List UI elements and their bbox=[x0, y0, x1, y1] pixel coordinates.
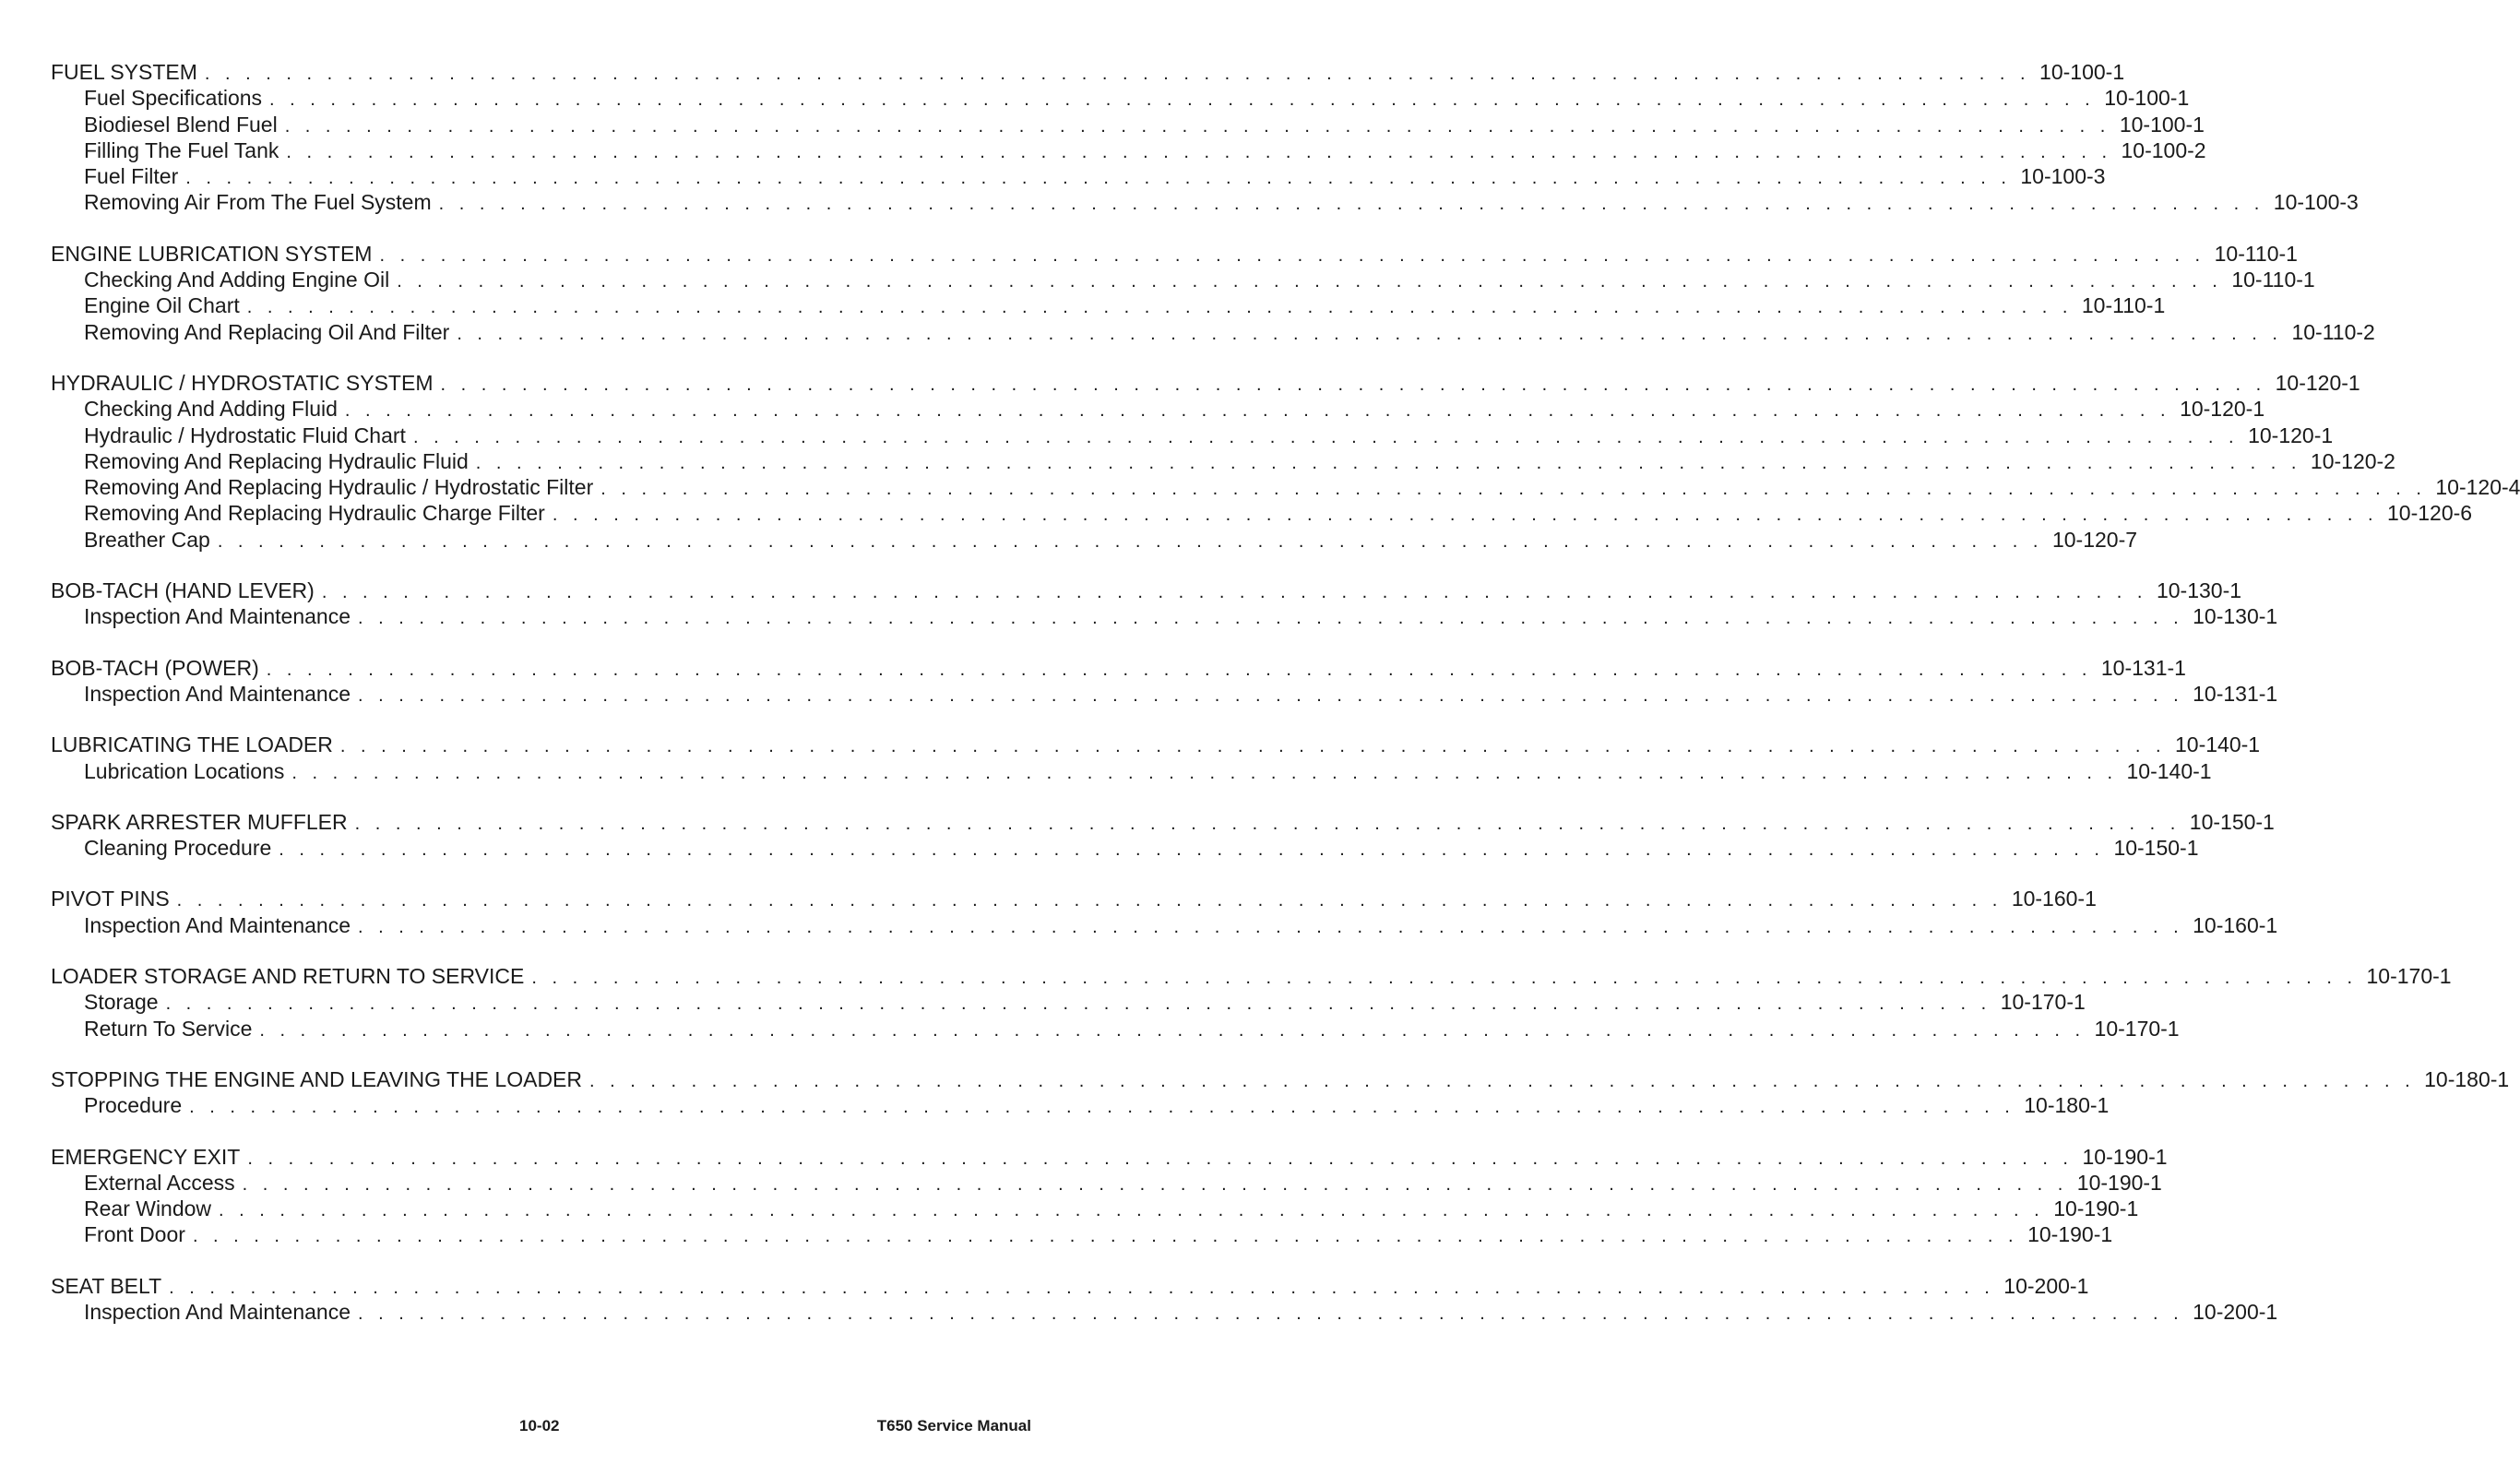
toc-subentry bbox=[51, 423, 2334, 448]
dot-leader: . . . . . . . . . . . . . . . . . . . . . . . . . . . . . . . . . . . . . . . . . . . . . . . . . . . . . . . . . . . . . . . . . . . . . . . . . . . . . . . . . . . . . . . . . . bbox=[397, 271, 2223, 292]
toc-page-reference: 10-200-1 bbox=[2003, 1273, 2089, 1298]
toc-subentry-title: Removing Air From The Fuel System bbox=[84, 190, 432, 215]
toc-page-reference: 10-120-1 bbox=[2248, 423, 2334, 447]
toc-page-reference: 10-190-1 bbox=[2027, 1222, 2113, 1247]
toc-section-title: EMERGENCY EXIT bbox=[51, 1144, 241, 1169]
toc-section-title: STOPPING THE ENGINE AND LEAVING THE LOADER bbox=[51, 1066, 582, 1091]
dot-leader: . . . . . . . . . . . . . . . . . . . . . . . . . . . . . . . . . . . . . . . . . . . . . . . . . . . . . . . . . . . . . . . . . . . . . . . . . . . . . . . . . . . . . . . . . . bbox=[284, 115, 2110, 137]
toc-page-reference: 10-100-2 bbox=[2121, 137, 2206, 162]
toc-section bbox=[51, 963, 2452, 1042]
dot-leader: . . . . . . . . . . . . . . . . . . . . . . . . . . . . . . . . . . . . . . . . . . . . . . . . . . . . . . . . . . . . . . . . . . . . . . . . . . . . . . . . . . . . . . . . . . bbox=[247, 1148, 2074, 1169]
dot-leader: . . . . . . . . . . . . . . . . . . . . . . . . . . . . . . . . . . . . . . . . . . . . . . . . . . . . . . . . . . . . . . . . . . . . . . . . . . . . . . . . . . . . . . . . . . bbox=[589, 1070, 2416, 1091]
dot-leader: . . . . . . . . . . . . . . . . . . . . . . . . . . . . . . . . . . . . . . . . . . . . . . . . . . . . . . . . . . . . . . . . . . . . . . . . . . . . . . . . . . . . . . . . . . bbox=[357, 916, 2184, 937]
dot-leader: . . . . . . . . . . . . . . . . . . . . . . . . . . . . . . . . . . . . . . . . . . . . . . . . . . . . . . . . . . . . . . . . . . . . . . . . . . . . . . . . . . . . . . . . . . bbox=[291, 762, 2118, 783]
toc-page-reference: 10-140-1 bbox=[2126, 758, 2212, 783]
toc-subentry bbox=[51, 500, 2473, 526]
toc-subentry-title: Lubrication Locations bbox=[84, 758, 285, 783]
toc-subentry bbox=[51, 267, 2315, 292]
toc-subentry bbox=[51, 1016, 2180, 1042]
toc-section bbox=[51, 809, 2275, 862]
toc-subentry-title: Removing And Replacing Hydraulic / Hydrostatic Filter bbox=[84, 475, 594, 500]
toc-section bbox=[51, 655, 2278, 708]
toc-page-reference: 10-190-1 bbox=[2076, 1170, 2162, 1195]
toc-section-heading bbox=[51, 963, 2452, 989]
toc-subentry bbox=[51, 989, 2086, 1015]
toc-subentry bbox=[51, 112, 2205, 137]
toc-subentry-title: Filling The Fuel Tank bbox=[84, 137, 279, 162]
toc-page-reference: 10-150-1 bbox=[2189, 809, 2275, 834]
toc-page-reference: 10-170-1 bbox=[2000, 990, 2086, 1015]
toc-section-title: BOB-TACH (HAND LEVER) bbox=[51, 578, 315, 603]
toc-subentry-title: Removing And Replacing Hydraulic Charge Filter bbox=[84, 501, 545, 526]
toc-page-reference: 10-170-1 bbox=[2366, 964, 2452, 989]
dot-leader: . . . . . . . . . . . . . . . . . . . . . . . . . . . . . . . . . . . . . . . . . . . . . . . . . . . . . . . . . . . . . . . . . . . . . . . . . . . . . . . . . . . . . . . . . . bbox=[269, 89, 2096, 111]
toc-subentry bbox=[51, 1092, 2110, 1118]
toc-page-reference: 10-100-3 bbox=[2020, 164, 2106, 189]
toc-page-reference: 10-131-1 bbox=[2100, 655, 2186, 680]
dot-leader: . . . . . . . . . . . . . . . . . . . . . . . . . . . . . . . . . . . . . . . . . . . . . . . . . . . . . . . . . . . . . . . . . . . . . . . . . . . . . . . . . . . . . . . . . . bbox=[339, 736, 2167, 757]
dot-leader: . . . . . . . . . . . . . . . . . . . . . . . . . . . . . . . . . . . . . . . . . . . . . . . . . . . . . . . . . . . . . . . . . . . . . . . . . . . . . . . . . . . . . . . . . . bbox=[440, 374, 2266, 395]
toc-page-reference: 10-160-1 bbox=[2193, 912, 2278, 937]
toc-subentry-title: Hydraulic / Hydrostatic Fluid Chart bbox=[84, 423, 406, 447]
toc-subentry-title: Inspection And Maintenance bbox=[84, 912, 351, 937]
toc-subentry bbox=[51, 527, 2138, 553]
table-of-contents bbox=[51, 59, 2520, 1350]
toc-page-reference: 10-190-1 bbox=[2053, 1196, 2139, 1221]
dot-leader: . . . . . . . . . . . . . . . . . . . . . . . . . . . . . . . . . . . . . . . . . . . . . . . . . . . . . . . . . . . . . . . . . . . . . . . . . . . . . . . . . . . . . . . . . . bbox=[176, 890, 2003, 911]
toc-page-reference: 10-120-1 bbox=[2180, 397, 2265, 422]
toc-section-heading bbox=[51, 1144, 2168, 1170]
toc-subentry-title: Inspection And Maintenance bbox=[84, 1299, 351, 1324]
dot-leader: . . . . . . . . . . . . . . . . . . . . . . . . . . . . . . . . . . . . . . . . . . . . . . . . . . . . . . . . . . . . . . . . . . . . . . . . . . . . . . . . . . . . . . . . . . bbox=[242, 1173, 2068, 1195]
dot-leader: . . . . . . . . . . . . . . . . . . . . . . . . . . . . . . . . . . . . . . . . . . . . . . . . . . . . . . . . . . . . . . . . . . . . . . . . . . . . . . . . . . . . . . . . . . bbox=[357, 608, 2184, 629]
toc-page-reference: 10-160-1 bbox=[2011, 887, 2097, 911]
footer-page-number: 10-02 bbox=[519, 1417, 560, 1434]
toc-subentry-title: Rear Window bbox=[84, 1196, 212, 1221]
toc-page-reference: 10-150-1 bbox=[2113, 836, 2199, 861]
toc-section-heading bbox=[51, 886, 2097, 911]
toc-subentry-title: Breather Cap bbox=[84, 527, 210, 552]
toc-subentry-title: Checking And Adding Engine Oil bbox=[84, 268, 390, 292]
toc-section-title: ENGINE LUBRICATION SYSTEM bbox=[51, 241, 373, 266]
toc-section bbox=[51, 241, 2375, 345]
dot-leader: . . . . . . . . . . . . . . . . . . . . . . . . . . . . . . . . . . . . . . . . . . . . . . . . . . . . . . . . . . . . . . . . . . . . . . . . . . . . . . . . . . . . . . . . . . bbox=[438, 194, 2264, 215]
dot-leader: . . . . . . . . . . . . . . . . . . . . . . . . . . . . . . . . . . . . . . . . . . . . . . . . . . . . . . . . . . . . . . . . . . . . . . . . . . . . . . . . . . . . . . . . . . bbox=[286, 141, 2112, 162]
dot-leader: . . . . . . . . . . . . . . . . . . . . . . . . . . . . . . . . . . . . . . . . . . . . . . . . . . . . . . . . . . . . . . . . . . . . . . . . . . . . . . . . . . . . . . . . . . bbox=[379, 244, 2205, 266]
dot-leader: . . . . . . . . . . . . . . . . . . . . . . . . . . . . . . . . . . . . . . . . . . . . . . . . . . . . . . . . . . . . . . . . . . . . . . . . . . . . . . . . . . . . . . . . . . bbox=[169, 1277, 1995, 1298]
dot-leader: . . . . . . . . . . . . . . . . . . . . . . . . . . . . . . . . . . . . . . . . . . . . . . . . . . . . . . . . . . . . . . . . . . . . . . . . . . . . . . . . . . . . . . . . . . bbox=[354, 813, 2181, 834]
toc-page-reference: 10-140-1 bbox=[2175, 732, 2261, 757]
toc-section bbox=[51, 1273, 2278, 1326]
toc-subentry-title: Front Door bbox=[84, 1222, 185, 1247]
toc-subentry bbox=[51, 448, 2395, 474]
dot-leader: . . . . . . . . . . . . . . . . . . . . . . . . . . . . . . . . . . . . . . . . . . . . . . . . . . . . . . . . . . . . . . . . . . . . . . . . . . . . . . . . . . . . . . . . . . bbox=[531, 968, 2358, 989]
dot-leader: . . . . . . . . . . . . . . . . . . . . . . . . . . . . . . . . . . . . . . . . . . . . . . . . . . . . . . . . . . . . . . . . . . . . . . . . . . . . . . . . . . . . . . . . . . bbox=[259, 1019, 2086, 1041]
toc-page-reference: 10-110-1 bbox=[2231, 268, 2315, 292]
toc-page-reference: 10-180-1 bbox=[2024, 1093, 2110, 1118]
toc-page-reference: 10-190-1 bbox=[2082, 1144, 2168, 1169]
toc-section bbox=[51, 732, 2261, 784]
toc-subentry-title: Removing And Replacing Oil And Filter bbox=[84, 319, 450, 344]
toc-section bbox=[51, 577, 2278, 630]
toc-section-heading bbox=[51, 241, 2298, 267]
toc-section-heading bbox=[51, 370, 2360, 396]
dot-leader: . . . . . . . . . . . . . . . . . . . . . . . . . . . . . . . . . . . . . . . . . . . . . . . . . . . . . . . . . . . . . . . . . . . . . . . . . . . . . . . . . . . . . . . . . . bbox=[552, 505, 2378, 526]
page-footer bbox=[0, 1417, 1140, 1439]
toc-page-reference: 10-120-7 bbox=[2051, 527, 2138, 552]
dot-leader: . . . . . . . . . . . . . . . . . . . . . . . . . . . . . . . . . . . . . . . . . . . . . . . . . . . . . . . . . . . . . . . . . . . . . . . . . . . . . . . . . . . . . . . . . . bbox=[219, 1200, 2045, 1221]
toc-section-title: LOADER STORAGE AND RETURN TO SERVICE bbox=[51, 964, 525, 989]
dot-leader: . . . . . . . . . . . . . . . . . . . . . . . . . . . . . . . . . . . . . . . . . . . . . . . . . . . . . . . . . . . . . . . . . . . . . . . . . . . . . . . . . . . . . . . . . . bbox=[266, 659, 2092, 680]
toc-subentry bbox=[51, 681, 2278, 707]
dot-leader: . . . . . . . . . . . . . . . . . . . . . . . . . . . . . . . . . . . . . . . . . . . . . . . . . . . . . . . . . . . . . . . . . . . . . . . . . . . . . . . . . . . . . . . . . . bbox=[165, 994, 1991, 1015]
toc-section-heading bbox=[51, 59, 2125, 85]
toc-section-title: PIVOT PINS bbox=[51, 887, 170, 911]
toc-subentry bbox=[51, 85, 2190, 111]
toc-page-reference: 10-120-2 bbox=[2310, 448, 2395, 473]
toc-page-reference: 10-120-4 bbox=[2435, 475, 2520, 500]
toc-subentry bbox=[51, 1221, 2113, 1247]
toc-page-reference: 10-180-1 bbox=[2424, 1066, 2510, 1091]
dot-leader: . . . . . . . . . . . . . . . . . . . . . . . . . . . . . . . . . . . . . . . . . . . . . . . . . . . . . . . . . . . . . . . . . . . . . . . . . . . . . . . . . . . . . . . . . . bbox=[217, 530, 2043, 552]
dot-leader: . . . . . . . . . . . . . . . . . . . . . . . . . . . . . . . . . . . . . . . . . . . . . . . . . . . . . . . . . . . . . . . . . . . . . . . . . . . . . . . . . . . . . . . . . . bbox=[457, 323, 2283, 344]
toc-subentry bbox=[51, 835, 2199, 861]
dot-leader: . . . . . . . . . . . . . . . . . . . . . . . . . . . . . . . . . . . . . . . . . . . . . . . . . . . . . . . . . . . . . . . . . . . . . . . . . . . . . . . . . . . . . . . . . . bbox=[321, 582, 2147, 603]
dot-leader: . . . . . . . . . . . . . . . . . . . . . . . . . . . . . . . . . . . . . . . . . . . . . . . . . . . . . . . . . . . . . . . . . . . . . . . . . . . . . . . . . . . . . . . . . . bbox=[475, 452, 2301, 473]
toc-subentry-title: Checking And Adding Fluid bbox=[84, 397, 338, 422]
toc-section-title: SEAT BELT bbox=[51, 1273, 162, 1298]
toc-section-heading bbox=[51, 1273, 2089, 1299]
toc-page-reference: 10-100-1 bbox=[2039, 60, 2125, 84]
toc-section-title: LUBRICATING THE LOADER bbox=[51, 732, 333, 757]
footer-manual-title: T650 Service Manual bbox=[876, 1417, 1031, 1434]
toc-subentry-title: Engine Oil Chart bbox=[84, 293, 240, 318]
toc-page-reference: 10-120-6 bbox=[2387, 501, 2473, 526]
toc-page-reference: 10-200-1 bbox=[2193, 1299, 2278, 1324]
toc-page-reference: 10-170-1 bbox=[2094, 1016, 2180, 1041]
toc-section bbox=[51, 59, 2359, 216]
toc-section bbox=[51, 1144, 2168, 1248]
dot-leader: . . . . . . . . . . . . . . . . . . . . . . . . . . . . . . . . . . . . . . . . . . . . . . . . . . . . . . . . . . . . . . . . . . . . . . . . . . . . . . . . . . . . . . . . . . bbox=[412, 426, 2240, 447]
toc-section bbox=[51, 1066, 2510, 1119]
toc-section-title: BOB-TACH (POWER) bbox=[51, 655, 259, 680]
dot-leader: . . . . . . . . . . . . . . . . . . . . . . . . . . . . . . . . . . . . . . . . . . . . . . . . . . . . . . . . . . . . . . . . . . . . . . . . . . . . . . . . . . . . . . . . . . bbox=[357, 684, 2184, 706]
toc-subentry-title: Inspection And Maintenance bbox=[84, 604, 351, 629]
toc-page-reference: 10-110-1 bbox=[2081, 293, 2166, 318]
toc-subentry-title: Inspection And Maintenance bbox=[84, 681, 351, 706]
toc-subentry-title: Removing And Replacing Hydraulic Fluid bbox=[84, 448, 469, 473]
toc-subentry-title: Procedure bbox=[84, 1093, 183, 1118]
toc-section-heading bbox=[51, 732, 2261, 757]
dot-leader: . . . . . . . . . . . . . . . . . . . . . . . . . . . . . . . . . . . . . . . . . . . . . . . . . . . . . . . . . . . . . . . . . . . . . . . . . . . . . . . . . . . . . . . . . . bbox=[246, 297, 2073, 318]
toc-section bbox=[51, 370, 2520, 553]
toc-subentry bbox=[51, 163, 2106, 189]
toc-subentry bbox=[51, 912, 2278, 938]
toc-subentry bbox=[51, 1299, 2278, 1325]
toc-subentry-title: Return To Service bbox=[84, 1016, 253, 1041]
toc-page-reference: 10-100-3 bbox=[2273, 190, 2359, 215]
toc-page-reference: 10-100-1 bbox=[2119, 112, 2205, 137]
dot-leader: . . . . . . . . . . . . . . . . . . . . . . . . . . . . . . . . . . . . . . . . . . . . . . . . . . . . . . . . . . . . . . . . . . . . . . . . . . . . . . . . . . . . . . . . . . bbox=[600, 479, 2427, 500]
toc-subentry-title: Storage bbox=[84, 990, 159, 1015]
toc-subentry bbox=[51, 137, 2206, 163]
toc-section-heading bbox=[51, 655, 2186, 681]
toc-page-reference: 10-130-1 bbox=[2156, 578, 2242, 603]
toc-subentry bbox=[51, 189, 2359, 215]
dot-leader: . . . . . . . . . . . . . . . . . . . . . . . . . . . . . . . . . . . . . . . . . . . . . . . . . . . . . . . . . . . . . . . . . . . . . . . . . . . . . . . . . . . . . . . . . . bbox=[189, 1097, 2015, 1118]
dot-leader: . . . . . . . . . . . . . . . . . . . . . . . . . . . . . . . . . . . . . . . . . . . . . . . . . . . . . . . . . . . . . . . . . . . . . . . . . . . . . . . . . . . . . . . . . . bbox=[279, 839, 2105, 861]
toc-subentry-title: Cleaning Procedure bbox=[84, 836, 272, 861]
toc-page-reference: 10-120-1 bbox=[2275, 370, 2360, 395]
toc-subentry-title: Biodiesel Blend Fuel bbox=[84, 112, 278, 137]
toc-subentry-title: External Access bbox=[84, 1170, 235, 1195]
toc-section-heading bbox=[51, 577, 2242, 603]
toc-section-title: SPARK ARRESTER MUFFLER bbox=[51, 809, 348, 834]
toc-subentry bbox=[51, 474, 2520, 500]
toc-subentry-title: Fuel Specifications bbox=[84, 86, 263, 111]
toc-page-reference: 10-100-1 bbox=[2104, 86, 2190, 111]
dot-leader: . . . . . . . . . . . . . . . . . . . . . . . . . . . . . . . . . . . . . . . . . . . . . . . . . . . . . . . . . . . . . . . . . . . . . . . . . . . . . . . . . . . . . . . . . . bbox=[204, 64, 2031, 84]
toc-subentry bbox=[51, 603, 2278, 629]
toc-subentry bbox=[51, 319, 2375, 345]
toc-subentry bbox=[51, 1196, 2139, 1221]
dot-leader: . . . . . . . . . . . . . . . . . . . . . . . . . . . . . . . . . . . . . . . . . . . . . . . . . . . . . . . . . . . . . . . . . . . . . . . . . . . . . . . . . . . . . . . . . . bbox=[344, 400, 2171, 422]
toc-subentry-title: Fuel Filter bbox=[84, 164, 179, 189]
toc-page-reference: 10-131-1 bbox=[2193, 681, 2278, 706]
toc-section-title: FUEL SYSTEM bbox=[51, 60, 197, 84]
dot-leader: . . . . . . . . . . . . . . . . . . . . . . . . . . . . . . . . . . . . . . . . . . . . . . . . . . . . . . . . . . . . . . . . . . . . . . . . . . . . . . . . . . . . . . . . . . bbox=[185, 168, 2012, 189]
toc-section bbox=[51, 886, 2278, 938]
toc-page-reference: 10-110-2 bbox=[2291, 319, 2375, 344]
toc-page-reference: 10-130-1 bbox=[2193, 604, 2278, 629]
toc-section-heading bbox=[51, 809, 2275, 835]
dot-leader: . . . . . . . . . . . . . . . . . . . . . . . . . . . . . . . . . . . . . . . . . . . . . . . . . . . . . . . . . . . . . . . . . . . . . . . . . . . . . . . . . . . . . . . . . . bbox=[357, 1303, 2184, 1324]
toc-subentry bbox=[51, 292, 2166, 318]
dot-leader: . . . . . . . . . . . . . . . . . . . . . . . . . . . . . . . . . . . . . . . . . . . . . . . . . . . . . . . . . . . . . . . . . . . . . . . . . . . . . . . . . . . . . . . . . . bbox=[192, 1226, 2019, 1247]
toc-subentry bbox=[51, 1170, 2162, 1196]
toc-section-title: HYDRAULIC / HYDROSTATIC SYSTEM bbox=[51, 370, 434, 395]
toc-page-reference: 10-110-1 bbox=[2214, 241, 2298, 266]
toc-subentry bbox=[51, 758, 2212, 784]
toc-subentry bbox=[51, 396, 2265, 422]
toc-section-heading bbox=[51, 1066, 2510, 1092]
